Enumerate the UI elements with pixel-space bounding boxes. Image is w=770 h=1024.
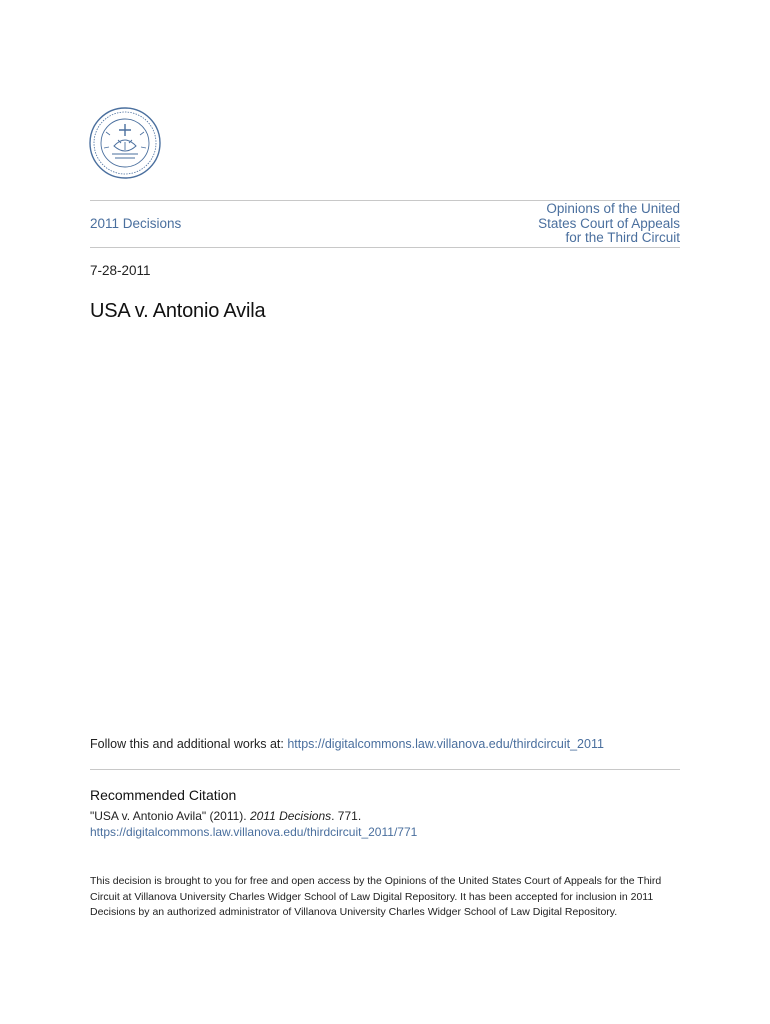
follow-label: Follow this and additional works at:: [90, 737, 288, 751]
citation-url-link[interactable]: https://digitalcommons.law.villanova.edu/thirdcircuit_2011/771: [90, 825, 418, 839]
university-seal-icon: [88, 106, 162, 180]
citation-body: [90, 808, 417, 840]
document-title: USA v. Antonio Avila: [90, 300, 266, 322]
decision-date: 7-28-2011: [90, 263, 151, 278]
citation-text: "USA v. Antonio Avila" (2011).: [90, 809, 250, 823]
collection-link-line: Opinions of the United: [546, 201, 680, 216]
citation-heading: Recommended Citation: [90, 787, 237, 803]
citation-number: . 771.: [331, 809, 362, 823]
collection-link-line: for the Third Circuit: [565, 230, 680, 245]
follow-url-link[interactable]: https://digitalcommons.law.villanova.edu/thirdcircuit_2011: [287, 737, 604, 751]
collection-link-line: States Court of Appeals: [538, 215, 680, 231]
access-notice: This decision is brought to you for free and open access by the Opinions of the United States Court of Appeals for the Third Circuit at Villanova University Charles Widger School of Law Digital Repository. It has been accepted for inclusion in 2011 Decisions by an authorized administrator of Villanova University Charles Widger School of Law Digital Repository.: [90, 875, 662, 918]
header-bottom-divider: [90, 247, 680, 248]
collection-link[interactable]: [480, 202, 680, 246]
citation-divider: [90, 769, 680, 770]
follow-line: [90, 737, 604, 751]
citation-series: 2011 Decisions: [249, 809, 332, 823]
series-link[interactable]: 2011 Decisions: [90, 216, 182, 231]
